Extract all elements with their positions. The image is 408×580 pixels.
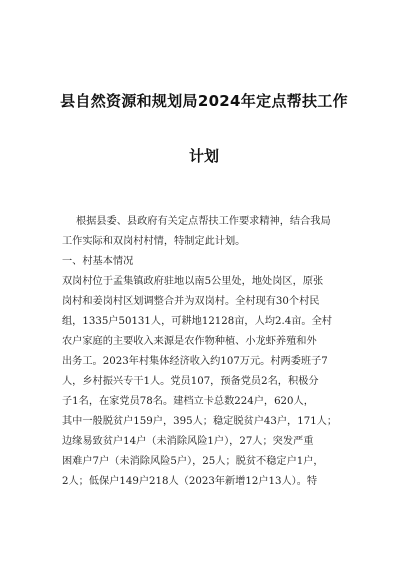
body-line: 人，乡村振兴专干1人。党员107，预备党员2名，积极分 (62, 376, 319, 387)
body-line: 工作实际和双岗村村情，特制定此计划。 (62, 236, 246, 247)
body-line: 困难户7户（未消除风险5户），25人；脱贫不稳定户1户， (62, 456, 324, 467)
body-line: 其中一般脱贫户159户，395人；稳定脱贫户43户，171人； (62, 416, 338, 427)
body-line: 出务工。2023年村集体经济收入约107万元。村两委班子7 (62, 356, 328, 367)
document-title-continued: 计划 (188, 147, 219, 165)
document-title: 县自然资源和规划局2024年定点帮扶工作 (60, 92, 348, 110)
body-line: 岗村和姜岗村区划调整合并为双岗村。全村现有30个村民 (62, 296, 320, 307)
document-body (62, 212, 358, 492)
body-line: 边缘易致贫户14户（未消除风险1户），27人；突发严重 (62, 436, 314, 447)
body-line: 组，1335户50131人，可耕地12128亩，人均2.4亩。全村 (62, 316, 332, 327)
body-line: 双岗村位于孟集镇政府驻地以南5公里处，地处岗区，原张 (62, 276, 324, 287)
body-line: 根据县委、县政府有关定点帮扶工作要求精神，结合我局 (76, 216, 331, 227)
body-line: 农户家庭的主要收入来源是农作物种植、小龙虾养殖和外 (62, 336, 317, 347)
body-line: 2人；低保户149户218人（2023年新增12户13人）。特 (62, 476, 318, 487)
body-line: 子1名，在家党员78名。建档立卡总数224户，620人， (62, 396, 314, 407)
section-heading: 一、村基本情况 (62, 256, 134, 267)
